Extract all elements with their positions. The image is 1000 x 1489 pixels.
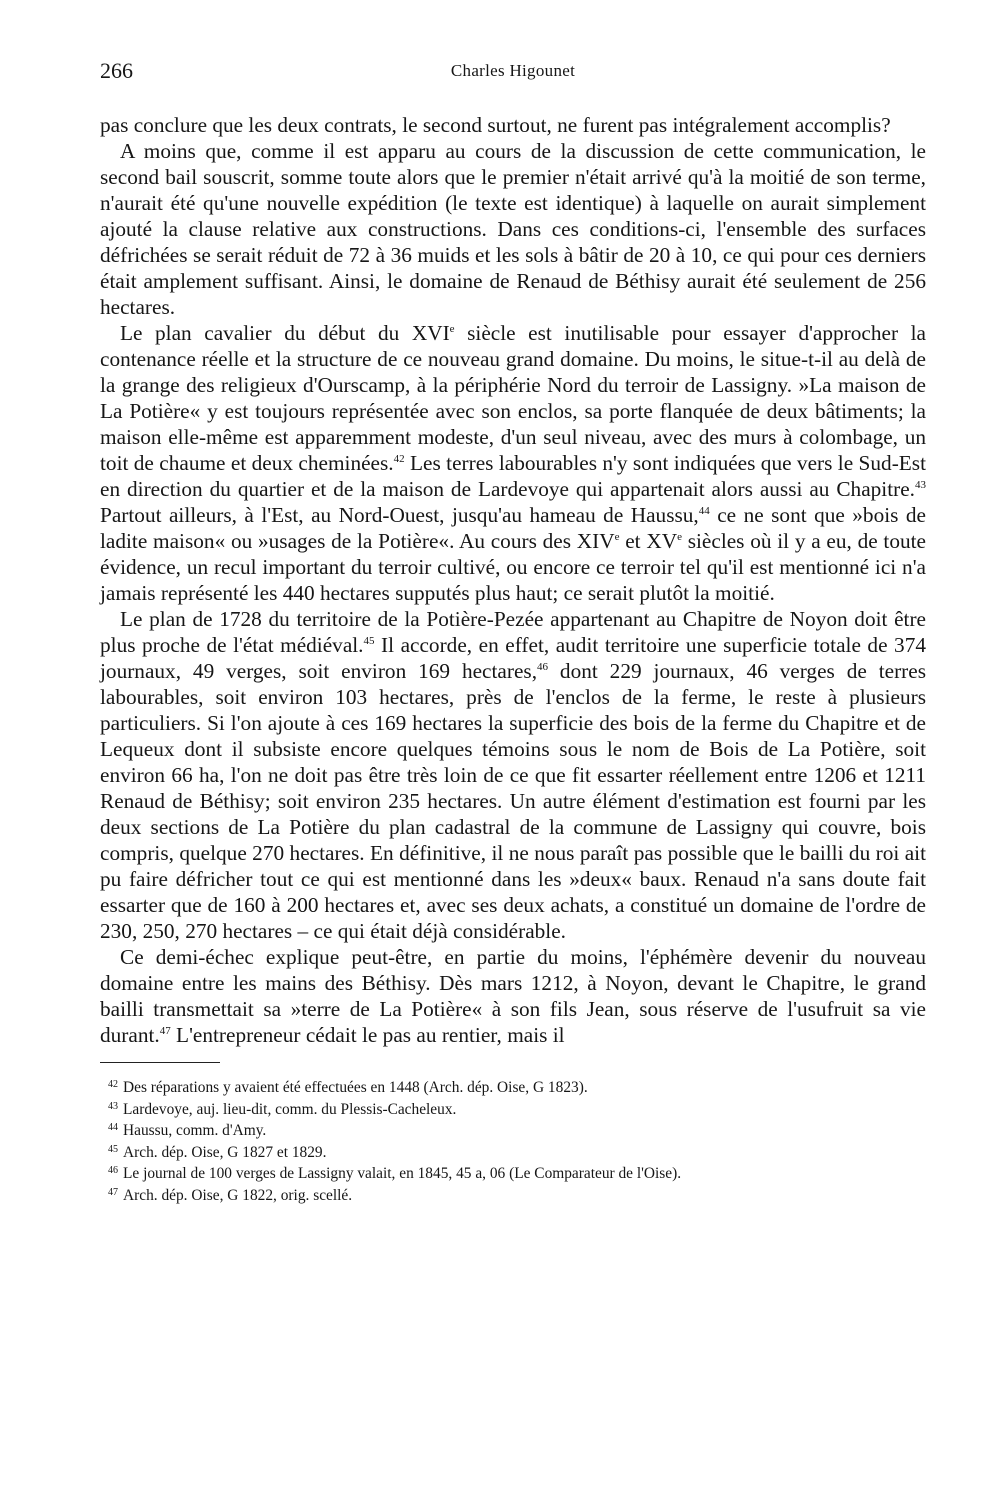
footnote [100,1163,926,1185]
superscript: e [677,531,682,543]
running-head: Charles Higounet [450,61,576,80]
footnote-number: 46 [108,1165,118,1177]
superscript: e [614,531,620,543]
superscript: 43 [915,479,926,491]
paragraph [100,944,926,1048]
footnote-divider [100,1062,220,1063]
footnote-text: Arch. dép. Oise, G 1822, orig. scellé. [123,1186,353,1204]
footnote-number: 45 [108,1143,118,1155]
superscript: e [449,323,455,335]
footnote [100,1077,926,1099]
page-header [100,58,926,88]
body-text [100,112,926,1048]
text-run: ce ne sont que »bois de ladite maison« ou »usages de la Potière«. Au cours des XIV [100,503,926,553]
text-run: pas conclure que les deux contrats, le second surtout, ne furent pas intégralement accomplis? [100,113,891,137]
page [100,58,926,1207]
footnotes [100,1077,926,1207]
text-run: Le plan de 1728 du territoire de la Potière-Pezée appartenant au Chapitre de Noyon doit être plus proche de l'état médiéval. [100,607,926,657]
footnote-number: 47 [108,1186,118,1198]
text-run: siècles où il y a eu, de toute évidence, un recul important du terroir cultivé, ou encore ce terroir tel qu'il est mentionné ici n'a jamais représenté les 440 hectares supputés plus haut; ce serait plutôt la moitié. [100,529,926,605]
text-run: dont 229 journaux, 46 verges de terres labourables, soit environ 103 hectares, près de l'enclos de la ferme, le reste à plusieurs particuliers. Si l'on ajoute à ces 169 hectares la superficie des bois de la ferme du Chapitre et de Lequeux dont il subsiste encore quelques témoins sous le nom de Bois de La Potière, soit environ 66 ha, l'on ne doit pas être très loin de ce que fit essarter réellement entre 1206 et 1211 Renaud de Béthisy; soit environ 235 hectares. Un autre élément d'estimation est fourni par les deux sections de La Potière du plan cadastral de la commune de Lassigny qui couvre, bois compris, quelque 270 hectares. En définitive, il ne nous paraît pas possible que le bailli du roi ait pu faire défricher tout ce qui est mentionné dans les »deux« baux. Renaud n'a sans doute fait essarter que de 160 à 200 hectares et, avec ses deux achats, a constitué un domaine de l'ordre de 230, 250, 270 hectares – ce qui était déjà considérable. [100,659,926,943]
superscript: 44 [698,505,710,517]
text-run: Partout ailleurs, à l'Est, au Nord-Ouest, jusqu'au hameau de Haussu, [100,503,699,527]
footnote-number: 43 [108,1100,118,1112]
text-run: Ce demi-échec explique peut-être, en partie du moins, l'éphémère devenir du nouveau domaine entre les mains des Béthisy. Dès mars 1212, à Noyon, devant le Chapitre, le grand bailli transmettait sa »terre de La Potière« à son fils Jean, sous réserve de l'usufruit sa vie durant. [100,945,926,1047]
text-run: Les terres labourables n'y sont indiquées que vers le Sud-Est en direction du quartier et de la maison de Lardevoye qui appartenait alors aussi au Chapitre. [100,451,926,501]
superscript: 45 [363,635,375,647]
footnote-number: 44 [108,1122,118,1134]
footnote-text: Lardevoye, auj. lieu-dit, comm. du Plessis-Cacheleux. [123,1100,457,1118]
superscript: 42 [393,453,405,465]
superscript: 46 [537,661,549,673]
text-run: Le plan cavalier du début du XVI [120,321,450,345]
paragraph [100,138,926,320]
text-run: A moins que, comme il est apparu au cours de la discussion de cette communication, le second bail souscrit, somme toute alors que le premier n'était arrivé qu'à la moitié de son terme, n'aurait été qu'une nouvelle expédition (le texte est identique) à laquelle on aurait simplement ajouté la clause relative aux constructions. Dans ces conditions-ci, l'ensemble des surfaces défrichées se serait réduit de 72 à 36 muids et les sols à bâtir de 20 à 10, ce qui pour ces derniers était amplement suffisant. Ainsi, le domaine de Renaud de Béthisy aurait été seulement de 256 hectares. [100,139,926,319]
footnote-text: Le journal de 100 verges de Lassigny valait, en 1845, 45 a, 06 (Le Comparateur de l'Oise). [123,1165,682,1183]
text-run: et XV [619,529,678,553]
footnote-text: Des réparations y avaient été effectuées en 1448 (Arch. dép. Oise, G 1823). [123,1079,588,1096]
text-run: siècle est inutilisable pour essayer d'approcher la contenance réelle et la structure de ce nouveau grand domaine. Du moins, le situe-t-il au delà de la grange des religieux d'Ourscamp, à la périphérie Nord du terroir de Lassigny. »La maison de La Potière« y est toujours représentée avec son enclos, sa porte flanquée de deux bâtiments; la maison elle-même est apparemment modeste, d'un seul niveau, avec des murs à colombage, un toit de chaume et deux cheminées. [100,321,927,475]
text-run: L'entrepreneur cédait le pas au rentier, mais il [170,1023,565,1047]
footnote-number: 42 [108,1079,118,1090]
footnote-text: Haussu, comm. d'Amy. [123,1122,267,1140]
footnote [100,1142,926,1164]
footnote [100,1099,926,1121]
page-number: 266 [100,58,133,83]
superscript: 47 [159,1025,171,1037]
footnote [100,1120,926,1142]
paragraph [100,320,926,606]
paragraph [100,606,926,944]
paragraph [100,112,926,138]
footnote-text: Arch. dép. Oise, G 1827 et 1829. [123,1143,327,1161]
footnote [100,1185,926,1207]
text-run: Il accorde, en effet, audit territoire une superficie totale de 374 journaux, 49 verges, soit environ 169 hectares, [100,633,926,683]
